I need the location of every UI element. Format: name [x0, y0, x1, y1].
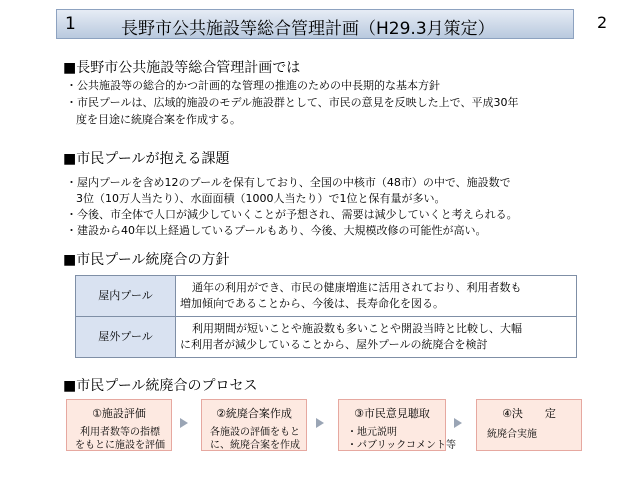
process-step-desc-line: をもとに施設を評価 [75, 440, 165, 451]
plan-bullet-1: ・公共施設等の総合的かつ計画的な管理の推進のための中長期的な基本方針 [66, 79, 440, 92]
arrow-right-icon [180, 418, 188, 428]
plan-heading: ■長野市公共施設等総合管理計画では [63, 60, 301, 76]
issues-bullet-1-cont: 3位（10万人当たり）、水面面積（1000人当たり）で1位と保有量が多い。 [76, 192, 446, 205]
process-step-2 [201, 399, 307, 451]
issues-bullet-2: ・今後、市全体で人口が減少していくことが予想され、需要は減少していくと考えられる。 [66, 208, 518, 221]
section-number: 1 [65, 14, 76, 34]
process-step-desc-line: 統廃合実施 [487, 429, 537, 440]
policy-desc-indoor [176, 276, 577, 317]
arrow-right-icon [316, 418, 324, 428]
process-step-1 [66, 399, 172, 451]
process-step-desc-line: ・パブリックコメント等 [347, 440, 456, 451]
policy-label-outdoor: 屋外プール [76, 317, 176, 358]
policy-desc-outdoor [176, 317, 577, 358]
issues-bullet-1: ・屋内プールを含め12のプールを保有しており、全国の中核市（48市）の中で、施設数で [66, 176, 511, 189]
process-step-title: ③市民意見聴取 [354, 407, 430, 420]
policy-desc-line: に利用者が減少していることから、屋外プールの統廃合を検討 [180, 338, 488, 351]
policy-table [75, 275, 577, 358]
issues-bullet-3: ・建設から40年以上経過しているプールもあり、今後、大規模改修の可能性が高い。 [66, 224, 487, 237]
title-bar [56, 9, 574, 39]
process-step-desc-line: 各施設の評価をもと [210, 427, 300, 438]
policy-desc-line: 利用期間が短いことや施設数も多いことや開設当時と比較し、大幅 [192, 322, 522, 335]
process-step-desc-line: 利用者数等の指標 [80, 427, 160, 438]
page-title: 長野市公共施設等総合管理計画（H29.3月策定） [121, 19, 495, 39]
page-number: 2 [597, 13, 608, 32]
process-step-desc [487, 428, 579, 441]
process-step-desc [71, 426, 169, 452]
process-step-4 [476, 399, 582, 451]
policy-heading: ■市民プール統廃合の方針 [63, 252, 230, 268]
issues-heading: ■市民プールが抱える課題 [63, 151, 230, 167]
policy-desc-line: 増加傾向であることから、今後は、長寿命化を図る。 [180, 297, 444, 310]
process-step-3 [338, 399, 456, 451]
process-step-desc-line: ・地元説明 [347, 427, 397, 438]
table-row [76, 317, 577, 358]
policy-label-indoor: 屋内プール [76, 276, 176, 317]
process-step-title: ①施設評価 [92, 407, 146, 420]
process-step-title: ②統廃合案作成 [216, 407, 292, 420]
process-heading: ■市民プール統廃合のプロセス [63, 378, 258, 394]
plan-bullet-2: ・市民プールは、広域的施設のモデル施設群として、市民の意見を反映した上で、平成30年 [66, 96, 519, 109]
process-step-title: ④決 定 [502, 407, 556, 420]
arrow-right-icon [454, 418, 462, 428]
process-step-desc [347, 426, 456, 452]
process-step-desc-line: に、統廃合案を作成 [210, 440, 300, 451]
process-step-desc [206, 426, 304, 452]
plan-bullet-2-cont: 度を目途に統廃合案を作成する。 [76, 113, 241, 126]
policy-desc-line: 通年の利用ができ、市民の健康増進に活用されており、利用者数も [192, 281, 522, 294]
table-row [76, 276, 577, 317]
